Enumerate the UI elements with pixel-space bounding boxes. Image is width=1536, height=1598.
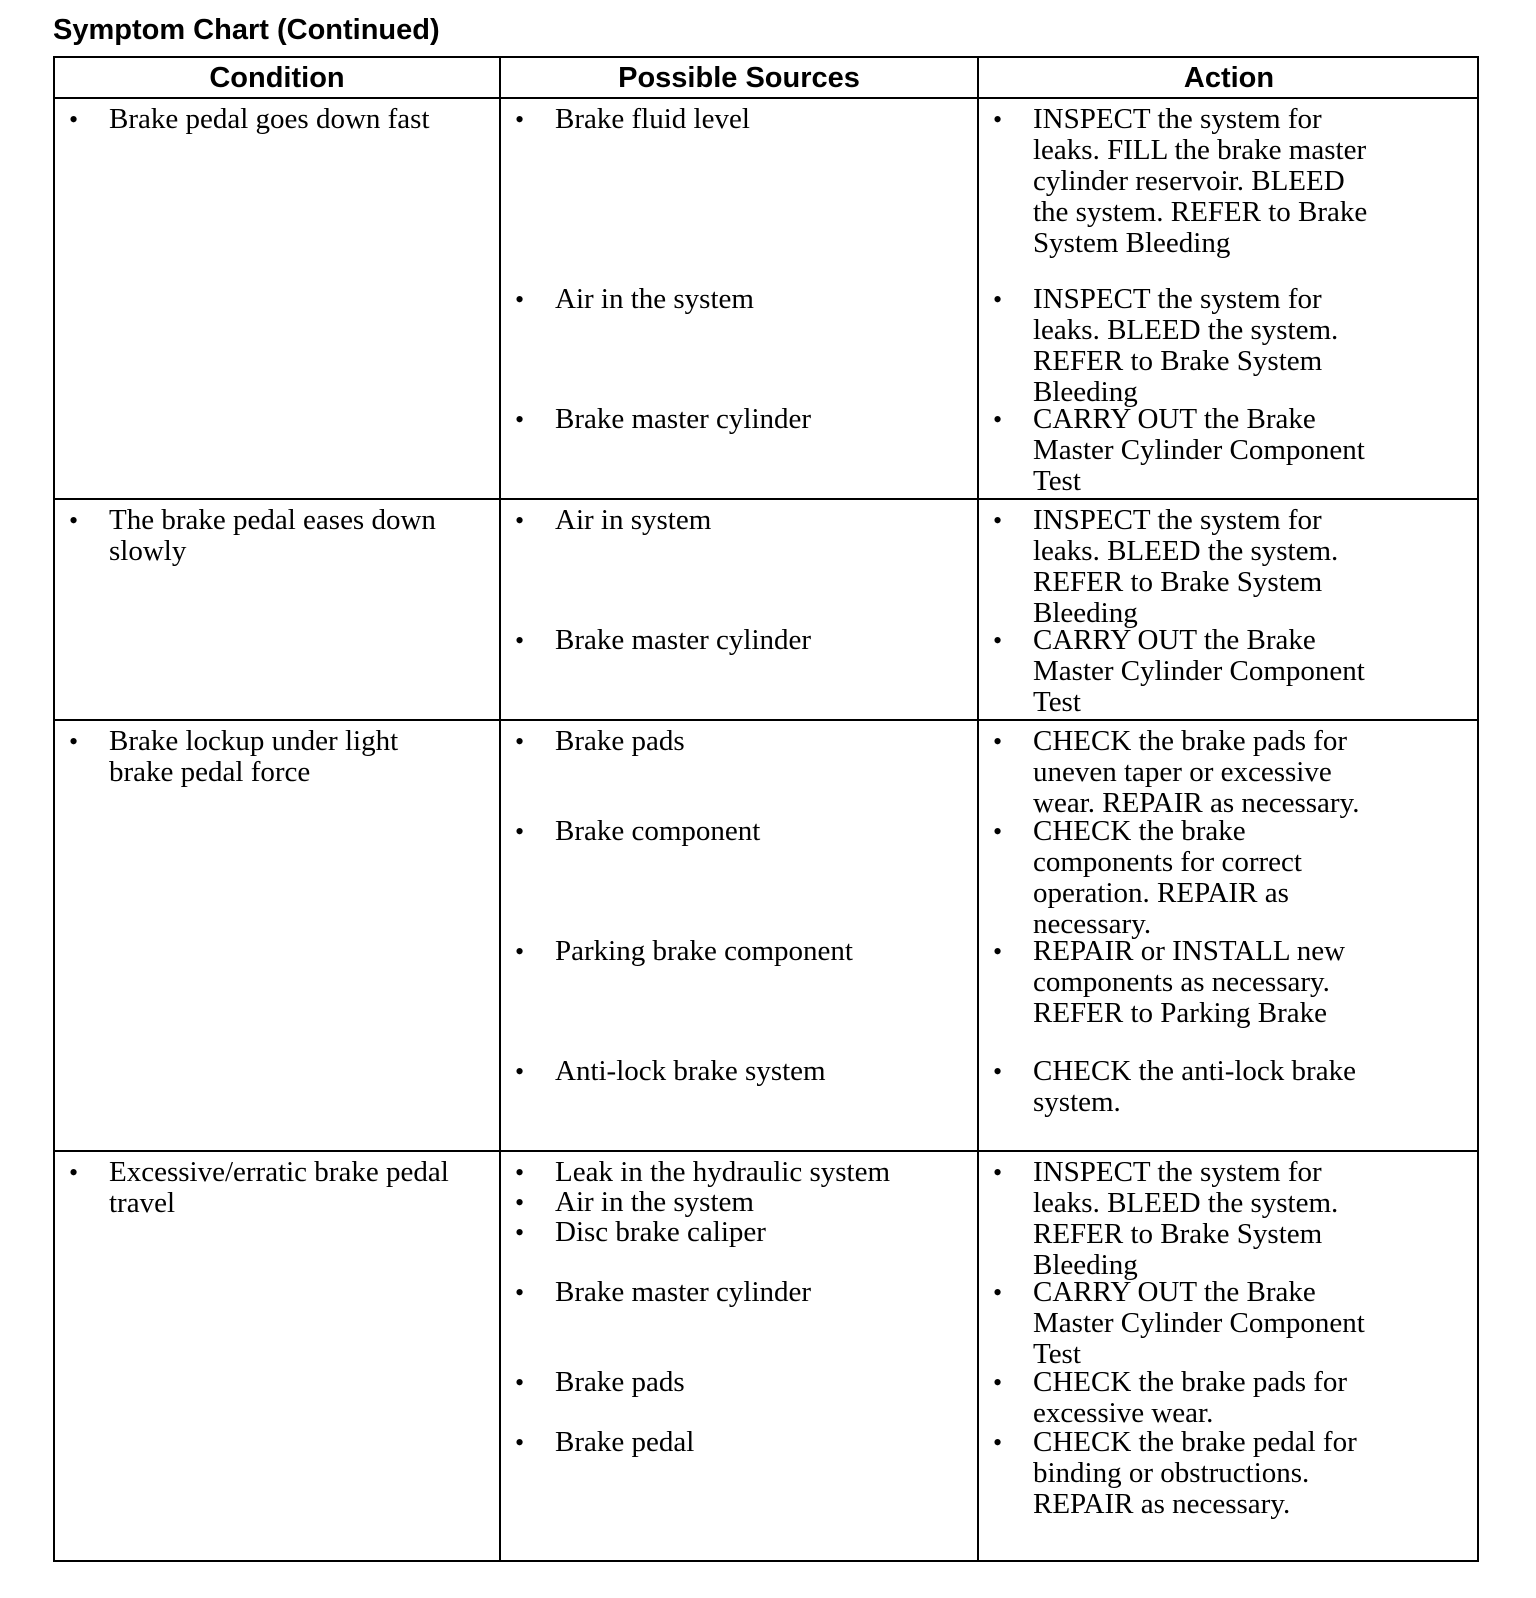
bullet-icon: • <box>515 285 525 314</box>
source-item: Air in the system <box>555 283 754 315</box>
action-item: CHECK the brake components for correct operation. REPAIR as necessary. <box>1033 815 1302 940</box>
page-title: Symptom Chart (Continued) <box>53 14 440 46</box>
action-item: REPAIR or INSTALL new components as necessary. REFER to Parking Brake <box>1033 935 1346 1029</box>
action-item: INSPECT the system for leaks. FILL the brake master cylinder reservoir. BLEED the system. REFER to Brake System Bleeding <box>1033 103 1368 259</box>
action-item: CARRY OUT the Brake Master Cylinder Component Test <box>1033 1276 1365 1370</box>
source-item: Leak in the hydraulic system <box>555 1156 891 1188</box>
bullet-icon: • <box>993 1278 1003 1307</box>
bullet-icon: • <box>515 626 525 655</box>
bullet-icon: • <box>515 1428 525 1457</box>
source-item: Brake master cylinder <box>555 403 812 435</box>
bullet-icon: • <box>515 1278 525 1307</box>
source-item: Brake pads <box>555 725 685 757</box>
row-divider <box>55 719 1477 721</box>
bullet-icon: • <box>993 285 1003 314</box>
bullet-icon: • <box>515 1218 525 1247</box>
source-item: Brake master cylinder <box>555 1276 812 1308</box>
source-item: Brake pedal <box>555 1426 695 1458</box>
action-item: INSPECT the system for leaks. BLEED the system. REFER to Brake System Bleeding <box>1033 1156 1339 1281</box>
condition-cell: Excessive/erratic brake pedal travel <box>109 1156 449 1219</box>
bullet-icon: • <box>993 405 1003 434</box>
bullet-icon: • <box>515 937 525 966</box>
action-item: CHECK the brake pads for excessive wear. <box>1033 1366 1348 1429</box>
condition-cell: Brake pedal goes down fast <box>109 103 430 135</box>
action-item: INSPECT the system for leaks. BLEED the system. REFER to Brake System Bleeding <box>1033 504 1339 629</box>
bullet-icon: • <box>993 1057 1003 1086</box>
row-divider <box>55 498 1477 500</box>
bullet-icon: • <box>69 506 79 535</box>
column-divider <box>499 58 501 1560</box>
bullet-icon: • <box>515 817 525 846</box>
bullet-icon: • <box>515 1158 525 1187</box>
bullet-icon: • <box>515 105 525 134</box>
bullet-icon: • <box>515 1057 525 1086</box>
row-divider <box>55 1150 1477 1152</box>
source-item: Brake component <box>555 815 761 847</box>
action-item: CHECK the brake pads for uneven taper or excessive wear. REPAIR as necessary. <box>1033 725 1360 819</box>
source-item: Anti-lock brake system <box>555 1055 826 1087</box>
action-item: CARRY OUT the Brake Master Cylinder Component Test <box>1033 624 1365 718</box>
header-possible-sources: Possible Sources <box>618 62 860 94</box>
bullet-icon: • <box>993 1368 1003 1397</box>
action-item: CHECK the anti-lock brake system. <box>1033 1055 1356 1118</box>
source-item: Parking brake component <box>555 935 853 967</box>
condition-cell: Brake lockup under light brake pedal force <box>109 725 399 788</box>
source-item: Brake pads <box>555 1366 685 1398</box>
bullet-icon: • <box>69 1158 79 1187</box>
bullet-icon: • <box>515 1188 525 1217</box>
bullet-icon: • <box>515 506 525 535</box>
source-item: Brake master cylinder <box>555 624 812 656</box>
action-item: INSPECT the system for leaks. BLEED the system. REFER to Brake System Bleeding <box>1033 283 1339 408</box>
source-item: Air in system <box>555 504 712 536</box>
column-divider <box>977 58 979 1560</box>
bullet-icon: • <box>515 727 525 756</box>
header-condition: Condition <box>209 62 345 94</box>
bullet-icon: • <box>993 1158 1003 1187</box>
action-item: CARRY OUT the Brake Master Cylinder Component Test <box>1033 403 1365 497</box>
bullet-icon: • <box>993 506 1003 535</box>
source-item: Disc brake caliper <box>555 1216 766 1248</box>
bullet-icon: • <box>993 1428 1003 1457</box>
action-item: CHECK the brake pedal for binding or obstructions. REPAIR as necessary. <box>1033 1426 1357 1520</box>
source-item: Brake fluid level <box>555 103 750 135</box>
bullet-icon: • <box>515 1368 525 1397</box>
bullet-icon: • <box>993 727 1003 756</box>
bullet-icon: • <box>993 817 1003 846</box>
header-action: Action <box>1183 62 1275 94</box>
source-item: Air in the system <box>555 1186 754 1218</box>
symptom-table <box>53 56 1479 1562</box>
bullet-icon: • <box>69 727 79 756</box>
bullet-icon: • <box>515 405 525 434</box>
bullet-icon: • <box>993 105 1003 134</box>
bullet-icon: • <box>993 937 1003 966</box>
bullet-icon: • <box>993 626 1003 655</box>
bullet-icon: • <box>69 105 79 134</box>
condition-cell: The brake pedal eases down slowly <box>109 504 436 567</box>
